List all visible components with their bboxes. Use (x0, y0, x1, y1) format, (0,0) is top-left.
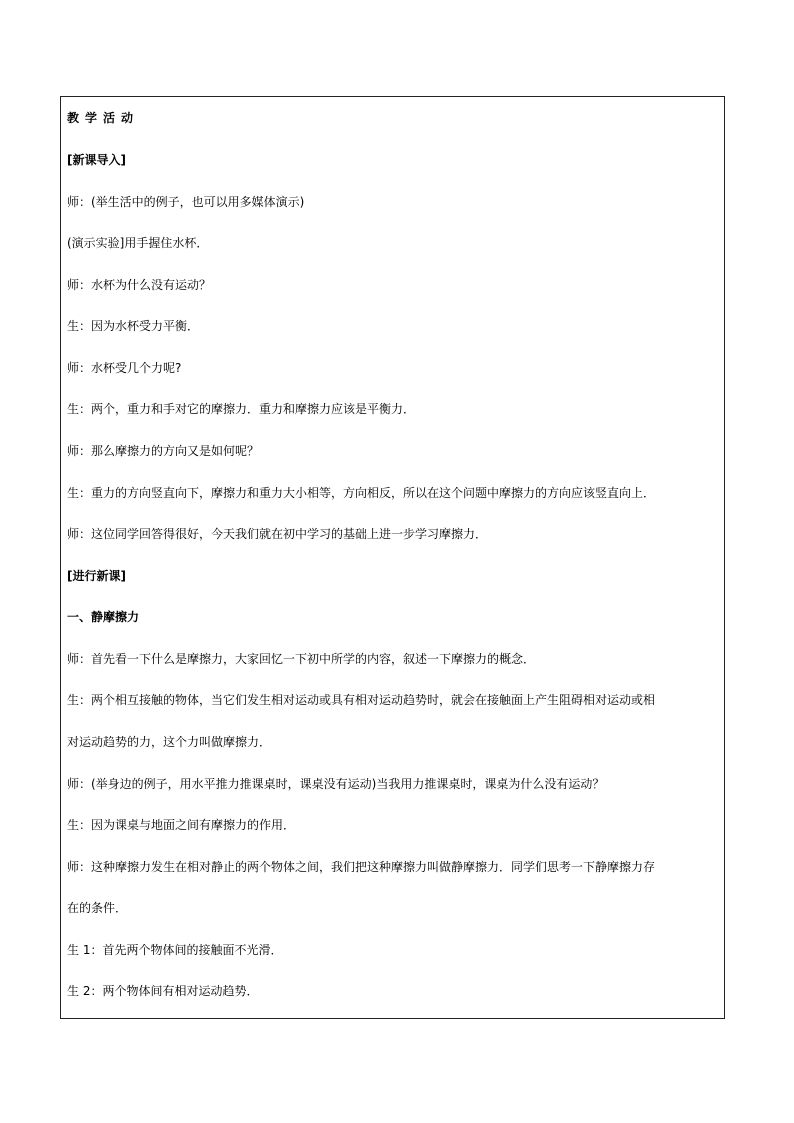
section-heading-new-lesson: [进行新课] (67, 569, 126, 583)
paragraph-line: 师：那么摩擦力的方向又是如何呢？ (67, 444, 260, 458)
paragraph-line: 生：两个相互接触的物体，当它们发生相对运动或具有相对运动趋势时，就会在接触面上产生阻碍相对运动或相 (67, 693, 656, 707)
paragraph-line: 生：重力的方向竖直向下，摩擦力和重力大小相等，方向相反，所以在这个问题中摩擦力的方向应该竖直向上． (67, 486, 656, 500)
paragraph-line: 师：这位同学回答得很好，今天我们就在初中学习的基础上进一步学习摩擦力． (67, 527, 488, 541)
section-heading-teaching-activity: 教学活动 (67, 111, 140, 125)
paragraph-line: 生：两个，重力和手对它的摩擦力．重力和摩擦力应该是平衡力． (67, 402, 416, 416)
paragraph-line: 生 2：两个物体间有相对运动趋势． (67, 984, 259, 998)
paragraph-line: 师：(举生活中的例子，也可以用多媒体演示) (67, 195, 305, 209)
paragraph-line: 对运动趋势的力，这个力叫做摩擦力． (67, 735, 272, 749)
paragraph-line: 师：(举身边的例子，用水平推力推课桌时，课桌没有运动)当我用力推课桌时，课桌为什么没有运动？ (67, 777, 605, 791)
paragraph-line: 师：水杯受几个力呢? (67, 361, 182, 375)
paragraph-line: 在的条件． (67, 901, 128, 915)
paragraph-line: 师：水杯为什么没有运动？ (67, 278, 212, 292)
paragraph-line: 师：首先看一下什么是摩擦力，大家回忆一下初中所学的内容，叙述一下摩擦力的概念． (67, 652, 536, 666)
section-heading-new-lesson-intro: [新课导入] (67, 153, 126, 167)
section-heading-static-friction: 一、静摩擦力 (67, 610, 140, 624)
paragraph-line: 生 1：首先两个物体间的接触面不光滑． (67, 943, 283, 957)
paragraph-line: 师：这种摩擦力发生在相对静止的两个物体之间，我们把这种摩擦力叫做静摩擦力．同学们思考一下静摩擦力存 (67, 860, 656, 874)
paragraph-line: 生：因为课桌与地面之间有摩擦力的作用． (67, 818, 296, 832)
paragraph-line: 生：因为水杯受力平衡． (67, 319, 200, 333)
paragraph-line: (演示实验]用手握住水杯． (67, 236, 209, 250)
